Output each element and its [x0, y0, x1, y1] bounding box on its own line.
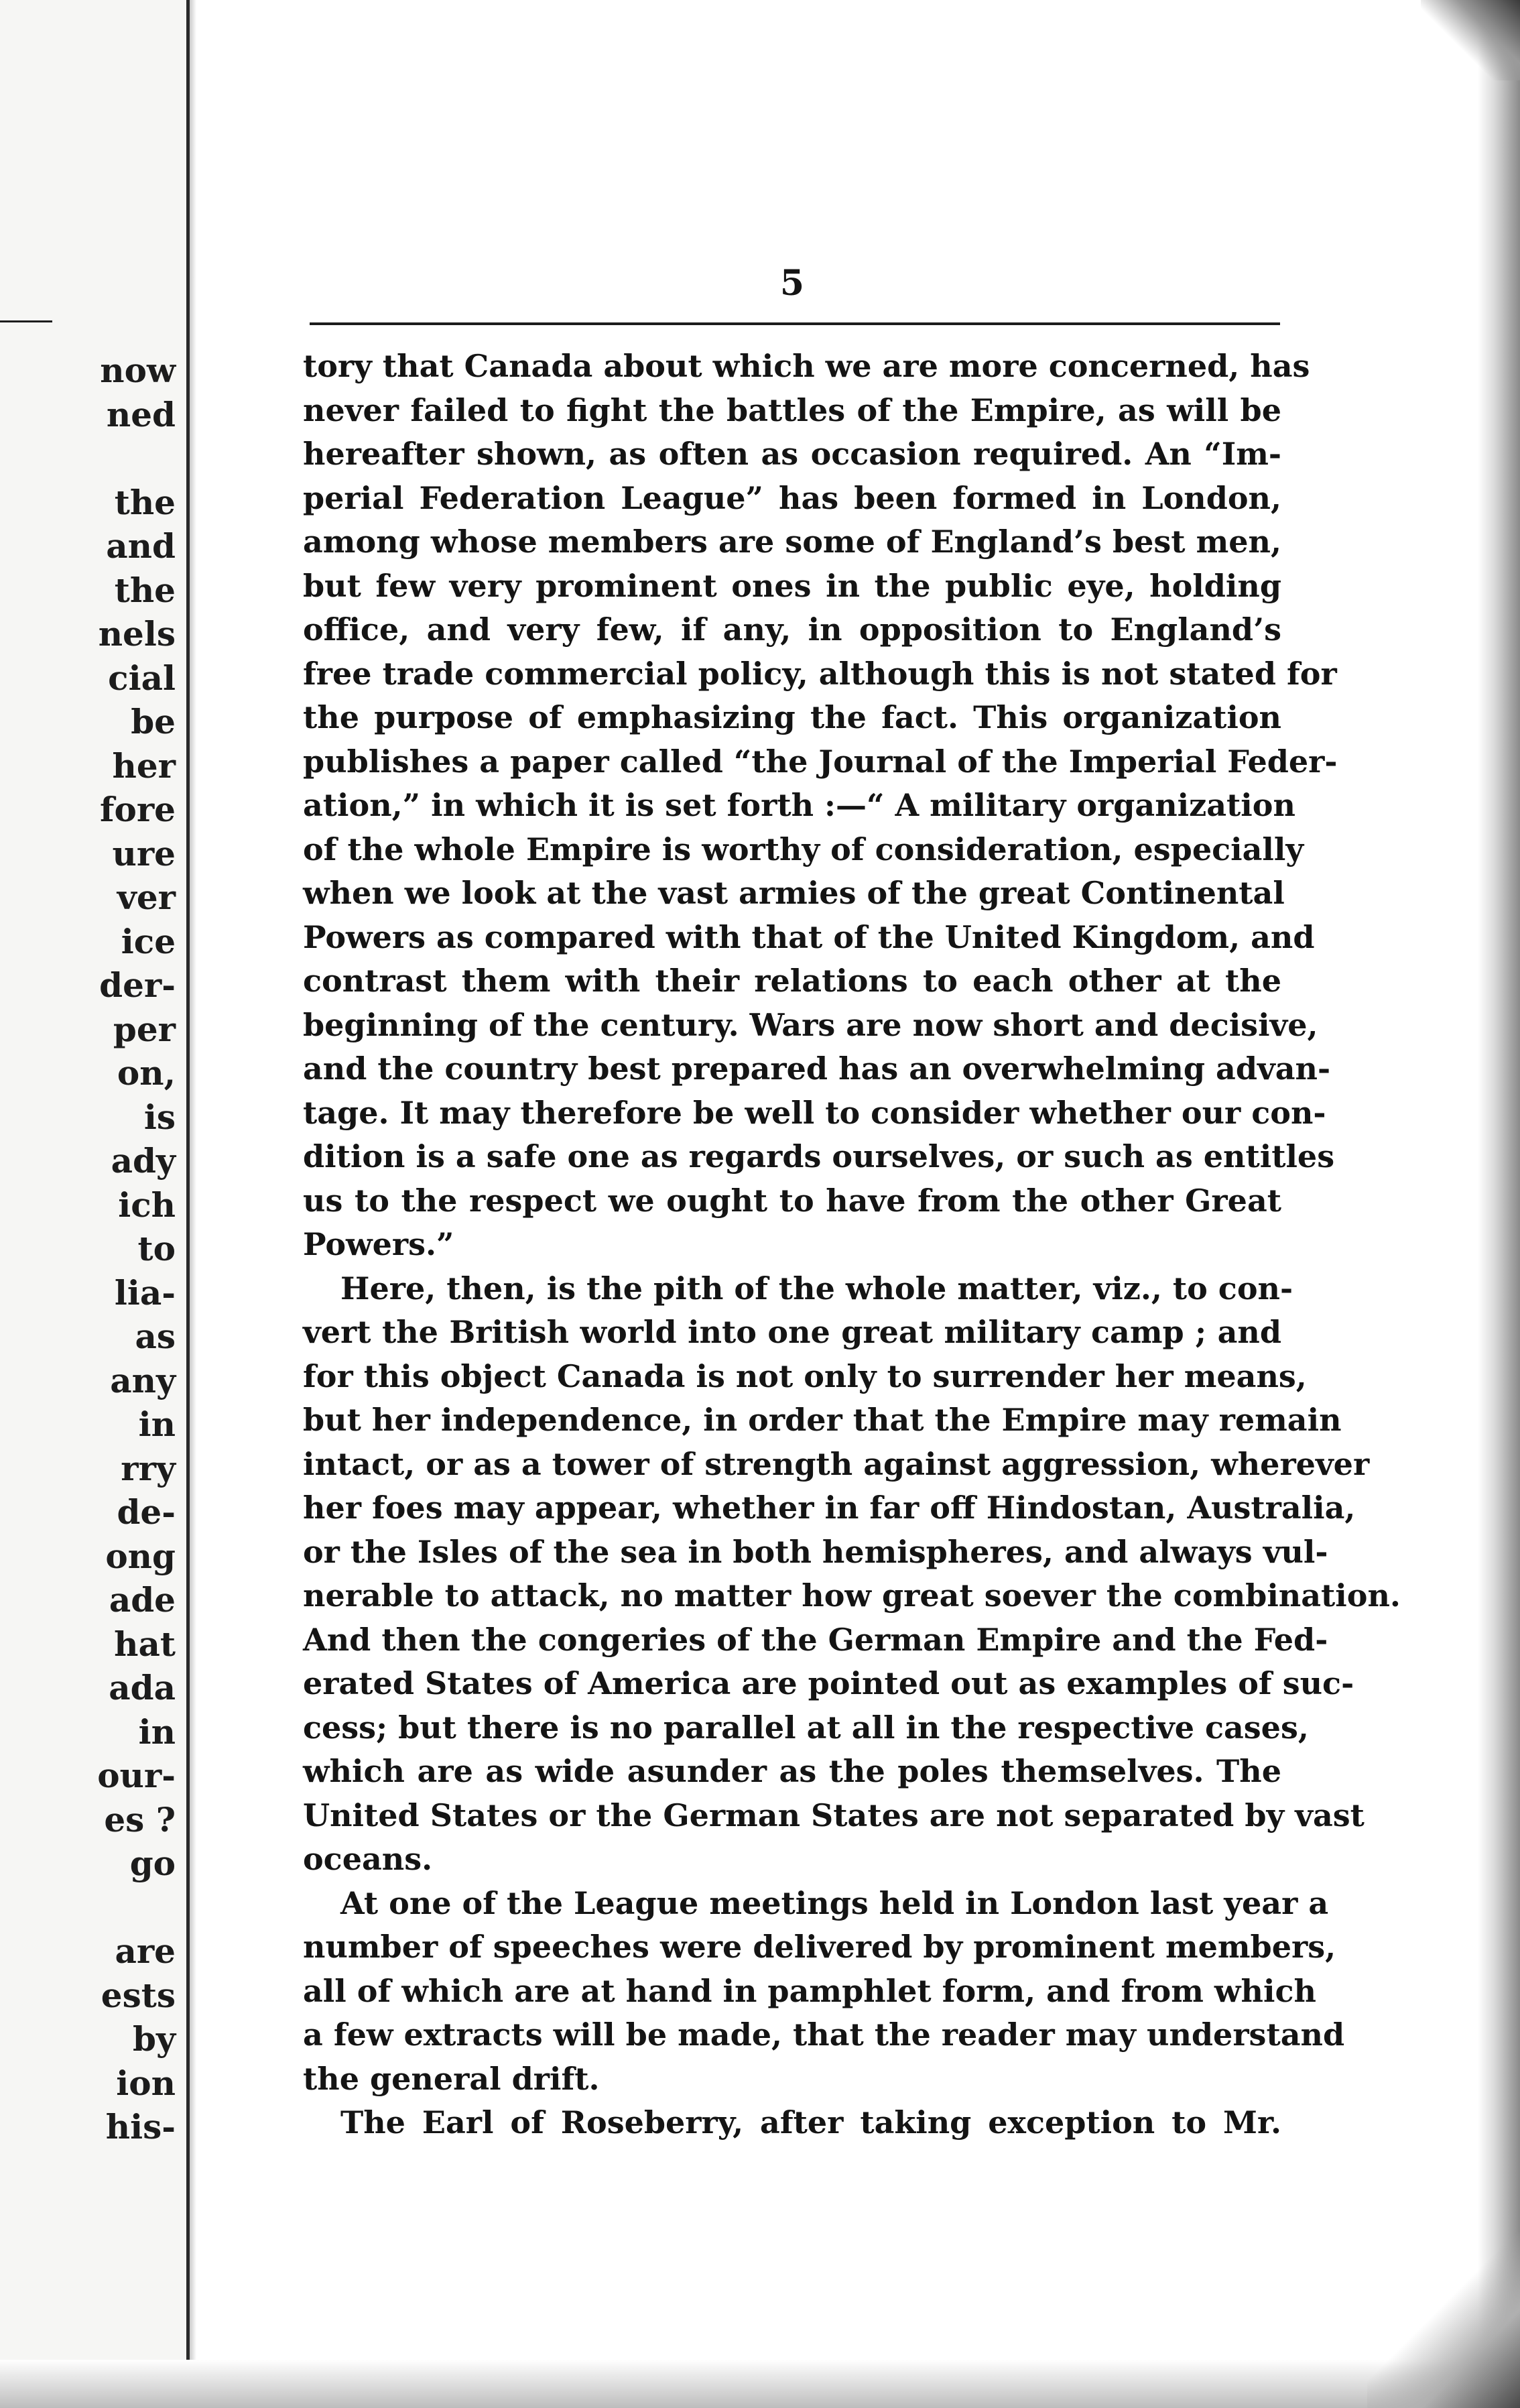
text-line: oceans. — [303, 1841, 433, 1877]
facing-page-fragment: rry — [121, 1448, 176, 1488]
page-bottom-edge — [0, 2360, 1520, 2408]
facing-page-fragment: the — [114, 570, 176, 610]
facing-page-fragment: de- — [117, 1492, 176, 1532]
text-line: erated States of America are pointed out as examples of suc- — [303, 1665, 1354, 1701]
facing-page-fragment: cial — [108, 658, 176, 698]
facing-page-fragment: lia- — [114, 1272, 176, 1313]
body-text — [303, 345, 1401, 2145]
facing-page-fragment: our- — [97, 1756, 176, 1795]
text-line: The Earl of Roseberry, after taking exception to Mr. — [340, 2104, 1281, 2141]
facing-page-fragment: ong — [105, 1536, 176, 1576]
facing-page-fragment: der- — [99, 965, 176, 1005]
facing-page-text-fragments — [0, 349, 181, 2147]
text-line: At one of the League meetings held in London last year a — [340, 1884, 1329, 1921]
text-line: us to the respect we ought to have from the other Great — [303, 1182, 1281, 1219]
facing-page-rule — [0, 320, 52, 322]
text-line: Powers as compared with that of the United Kingdom, and — [303, 918, 1315, 955]
facing-page-fragment: ich — [118, 1185, 176, 1225]
text-line: perial Federation League” has been formed in London, — [303, 479, 1281, 516]
text-line: United States or the German States are not separated by vast — [303, 1797, 1365, 1833]
facing-page-fragment: ver — [117, 878, 176, 917]
facing-page-fragment: es ? — [104, 1799, 176, 1840]
facing-page-fragment: ada — [109, 1668, 176, 1707]
facing-page-fragment: the — [114, 482, 176, 522]
facing-page-fragment: to — [137, 1229, 176, 1268]
facing-page-fragment: her — [112, 745, 176, 786]
text-line: publishes a paper called “the Journal of the Imperial Feder- — [303, 743, 1338, 780]
text-line: free trade commercial policy, although this is not stated for — [303, 655, 1337, 692]
text-line: but her independence, in order that the Empire may remain — [303, 1402, 1342, 1438]
text-line: vert the British world into one great military camp ; and — [303, 1314, 1281, 1350]
facing-page-fragment: ure — [112, 833, 176, 874]
facing-page-fragment: is — [143, 1097, 176, 1137]
text-line: dition is a safe one as regards ourselves, or such as entitles — [303, 1138, 1335, 1175]
facing-page-fragment: fore — [99, 790, 176, 829]
header-rule — [310, 322, 1280, 325]
text-line: tage. It may therefore be well to consider whether our con- — [303, 1094, 1326, 1131]
facing-page-fragment: per — [113, 1009, 176, 1049]
text-line: intact, or as a tower of strength against aggression, wherever — [303, 1445, 1370, 1482]
facing-page-fragment: hat — [114, 1624, 176, 1664]
facing-page-fragment: be — [131, 702, 176, 741]
text-line: hereafter shown, as often as occasion required. An “Im- — [303, 436, 1281, 472]
text-line: Here, then, is the pith of the whole matter, viz., to con- — [340, 1270, 1293, 1307]
text-line: for this object Canada is not only to surrender her means, — [303, 1358, 1307, 1394]
text-line: cess; but there is no parallel at all in the respective cases, — [303, 1709, 1309, 1746]
text-line: among whose members are some of England’s best men, — [303, 524, 1281, 560]
facing-page-fragment: ned — [106, 394, 176, 434]
text-line: or the Isles of the sea in both hemispheres, and always vul- — [303, 1533, 1328, 1570]
text-line: the general drift. — [303, 2060, 600, 2097]
facing-page-fragment: ice — [121, 921, 176, 961]
torn-corner-top — [1421, 0, 1520, 80]
facing-page-fragment: and — [106, 526, 176, 566]
facing-page-fragment: by — [132, 2019, 176, 2059]
facing-page-fragment: nels — [98, 614, 176, 654]
facing-page-fragment: ests — [101, 1975, 176, 2015]
torn-corner-bottom — [1367, 2232, 1520, 2408]
facing-page-fragment: any — [110, 1360, 176, 1400]
facing-page-fragment: as — [135, 1317, 176, 1356]
gutter-shadow — [190, 0, 196, 2408]
text-line: never failed to fight the battles of the Empire, as will be — [303, 392, 1281, 428]
facing-page-fragment: now — [100, 351, 176, 390]
text-line: ation,” in which it is set forth :—“ A military organization — [303, 787, 1295, 823]
facing-page-fragment: in — [138, 1711, 176, 1752]
facing-page-fragment: ade — [109, 1580, 176, 1620]
text-line: And then the congeries of the German Empire and the Fed- — [303, 1621, 1328, 1658]
facing-page-fragment: his- — [105, 2107, 176, 2147]
facing-page-fragment: go — [129, 1844, 176, 1883]
text-line: a few extracts will be made, that the reader may understand — [303, 2016, 1345, 2053]
page-right-edge — [1478, 0, 1520, 2408]
text-line: when we look at the vast armies of the great Continental — [303, 875, 1285, 911]
facing-page-fragment: in — [138, 1404, 176, 1444]
text-line: tory that Canada about which we are more concerned, has — [303, 348, 1310, 384]
text-line: contrast them with their relations to each other at the — [303, 963, 1281, 999]
facing-page-fragment: ady — [111, 1141, 176, 1181]
text-line: Powers.” — [303, 1226, 454, 1262]
text-line: her foes may appear, whether in far off Hindostan, Australia, — [303, 1490, 1356, 1526]
text-line: office, and very few, if any, in opposition to England’s — [303, 611, 1281, 648]
text-line: the purpose of emphasizing the fact. This organization — [303, 699, 1281, 735]
facing-page-fragment: on, — [117, 1053, 176, 1093]
facing-page-fragment: ion — [116, 2063, 176, 2103]
facing-page-fragment: are — [115, 1931, 176, 1971]
text-line: all of which are at hand in pamphlet form, and from which — [303, 1972, 1316, 2009]
text-line: but few very prominent ones in the public eye, holding — [303, 567, 1281, 604]
text-line: of the whole Empire is worthy of consideration, especially — [303, 831, 1304, 867]
text-line: and the country best prepared has an overwhelming advan- — [303, 1050, 1331, 1087]
text-line: which are as wide asunder as the poles themselves. The — [303, 1753, 1281, 1789]
text-line: beginning of the century. Wars are now short and decisive, — [303, 1006, 1318, 1043]
text-line: nerable to attack, no matter how great soever the combination. — [303, 1577, 1401, 1614]
text-line: number of speeches were delivered by prominent members, — [303, 1929, 1336, 1965]
page-number: 5 — [779, 263, 805, 304]
